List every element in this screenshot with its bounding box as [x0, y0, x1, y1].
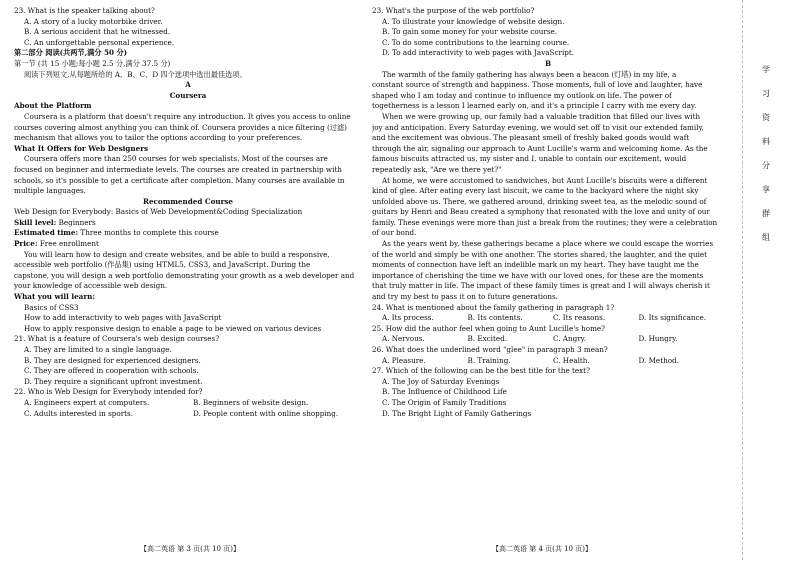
option: D. Method.: [638, 355, 679, 365]
paragraph-line: multiple languages.: [14, 186, 86, 196]
option: C. The Origin of Family Traditions: [382, 397, 507, 407]
paragraph-line: and try my best to pass it on to future generations.: [372, 292, 558, 302]
page-footer-right: 【高二英语 第 4 页(共 10 页)】: [492, 545, 592, 553]
value: Three months to complete this course: [78, 228, 219, 238]
subheading: Recommended Course: [143, 196, 233, 206]
option: D. Its significance.: [638, 313, 707, 323]
side-char: 群: [762, 209, 770, 218]
binding-divider: [742, 0, 744, 560]
label: Skill level:: [14, 217, 57, 227]
option: C. Angry.: [553, 334, 587, 344]
option: A. They are limited to a single language.: [24, 345, 172, 354]
option: C. Its reasons.: [553, 313, 606, 323]
part-heading: 第二部分 阅读(共两节,满分 50 分): [14, 48, 128, 58]
subheading: What you will learn:: [14, 292, 95, 302]
options-row: [372, 313, 724, 324]
paragraph-line: togetherness is a lesson I learned early on, and it's a principle I carry with me every day.: [372, 101, 697, 111]
option: D. They require a significant upfront investment.: [24, 376, 203, 386]
paragraph-line: focused on beginner and intermediate levels. The courses are created in partnership with: [14, 164, 342, 174]
options-row: [372, 334, 724, 345]
question-27: 27. Which of the following can be the best title for the text?: [372, 366, 590, 376]
value: Free enrollment: [37, 239, 99, 249]
option: A. A story of a lucky motorbike driver.: [24, 16, 163, 26]
price: [14, 239, 362, 250]
options-row: [14, 398, 362, 409]
paragraph-line: Coursera offers more than 250 courses for web specialists. Most of the courses are: [24, 154, 328, 164]
paragraph-line: of the world and simply be with one another. The stories shared, the laughter, and the quiet: [372, 249, 708, 259]
option: C. To do some contributions to the learning course.: [382, 37, 570, 47]
paragraph-line: As the years went by, these gatherings became a place where we could escape the worries: [382, 239, 714, 249]
option: A. Nervous.: [382, 334, 425, 344]
paragraph-line: kind of glee. After eating every last biscuit, we came to the backyard where the night sky: [372, 186, 699, 196]
course-name: Web Design for Everybody: Basics of Web Development&Coding Specialization: [14, 207, 303, 217]
paragraph-line: of our bond.: [372, 228, 417, 238]
paragraph-line: moments of connection have left an indelible mark on my heart. They have taught me the: [372, 260, 699, 270]
paragraph-line: guitars by Henri and Beau created a symphony that resonated with the love and unity of our: [372, 207, 710, 217]
option: D. To add interactivity to web pages with JavaScript.: [382, 48, 575, 58]
paragraph-line: unfolded above us. There, we gathered around, drinking sweet tea, as the melodic sound of: [372, 196, 707, 206]
section-heading: 第一节 (共 15 小题;每小题 2.5 分,满分 37.5 分): [14, 58, 171, 68]
side-char: 资: [762, 113, 770, 122]
list-item: Basics of CSS3: [24, 302, 79, 312]
option: B. Its contents.: [467, 313, 523, 323]
paragraph-line: repeatedly ask, "Are we there yet?": [372, 164, 502, 174]
paragraph-line: courses covering almost anything you can think of. Coursera provides a nice filtering (过滤): [14, 122, 347, 132]
paragraph-line: and the excitement was obvious. The pleasant smell of freshly baked goods would waft: [372, 133, 690, 143]
side-char: 学: [762, 65, 770, 74]
question-26: 26. What does the underlined word "glee" in paragraph 3 mean?: [372, 345, 608, 354]
page-footer-left: 【高二英语 第 3 页(共 10 页)】: [140, 545, 240, 553]
paragraph-line: When we were growing up, our family had a valuable tradition that filled our lives with: [382, 111, 701, 121]
option: B. The Influence of Childhood Life: [382, 387, 507, 397]
option: B. Excited.: [467, 334, 508, 344]
side-char: 分: [762, 161, 770, 170]
paragraph-line: accessible web portfolio (作品集) using HTML5, CSS3, and JavaScript. During the: [14, 260, 311, 270]
option: A. Its process.: [382, 313, 434, 323]
side-char: 习: [762, 89, 770, 98]
options-row: [14, 409, 362, 420]
paragraph-line: You will learn how to design and create websites, and be able to build a responsive,: [24, 249, 330, 259]
paragraph-line: shaped who I am today and continue to influence my outlook on life. The power of: [372, 90, 672, 100]
estimated-time: [14, 228, 362, 239]
paragraph-line: family. These evenings were more than just a break from the routines; they were a celebration: [372, 217, 718, 227]
option: B. To gain some money for your website course.: [382, 27, 558, 37]
question-21: 21. What is a feature of Coursera's web design courses?: [14, 334, 220, 344]
option: A. The Joy of Saturday Evenings: [382, 376, 500, 386]
options-row: [372, 356, 724, 367]
option: B. A serious accident that he witnessed.: [24, 27, 171, 37]
paragraph-line: capstone, you will design a web portfolio demonstrating your growth as a web developer and: [14, 270, 355, 280]
paragraph-line: through the air, signaling our approach to Aunt Lucille's warm and welcoming home. As the: [372, 143, 708, 153]
left-page: [14, 6, 362, 566]
paragraph-line: famous biscuits attracted us, my sister and I, unable to contain our excitement, would: [372, 154, 687, 164]
paragraph-line: schools, so it's possible to get a certificate after completion. Many courses are available in: [14, 175, 345, 185]
side-char: 组: [762, 233, 770, 242]
list-item: How to add interactivity to web pages with JavaScript: [24, 313, 222, 323]
side-char: 享: [762, 185, 770, 194]
question-23: 23. What's the purpose of the web portfolio?: [372, 6, 535, 15]
paragraph-line: that truly matter in life. The impact of these family times is great and I will always cherish it: [372, 281, 710, 291]
list-item: How to apply responsive design to enable a page to be viewed on various devices: [24, 323, 322, 333]
subheading: About the Platform: [14, 101, 92, 111]
label: Price:: [14, 239, 38, 249]
option: D. People content with online shopping.: [193, 408, 339, 418]
question-22: 22. Who is Web Design for Everybody intended for?: [14, 387, 203, 397]
option: A. To illustrate your knowledge of website design.: [382, 16, 565, 26]
question-24: 24. What is mentioned about the family gathering in paragraph 1?: [372, 302, 615, 312]
subheading: What It Offers for Web Designers: [14, 143, 149, 153]
question-23-left: 23. What is the speaker talking about?: [14, 6, 155, 15]
side-char: 料: [762, 137, 770, 146]
side-margin-text: [760, 58, 772, 250]
skill-level: [14, 218, 362, 229]
option: C. An unforgettable personal experience.: [24, 37, 175, 47]
paragraph-line: constant source of strength and happiness. Those moments, full of love and laughter, have: [372, 80, 703, 90]
passage-letter: A: [185, 80, 191, 90]
paragraph-line: mechanism that allows you to tailor the options according to your preferences.: [14, 133, 303, 143]
option: A. Engineers expert at computers.: [24, 397, 150, 407]
instructions: 阅读下列短文,从每题所给的 A、B、C、D 四个选项中选出最佳选项。: [24, 69, 247, 79]
paragraph-line: importance of cherishing the time we have with our loved ones, for these are the moments: [372, 270, 704, 280]
option: B. Training.: [467, 355, 511, 365]
option: D. The Bright Light of Family Gatherings: [382, 408, 532, 418]
paragraph-line: At home, we were accustomed to sandwiches, but Aunt Lucille's biscuits were a different: [382, 175, 708, 185]
question-25: 25. How did the author feel when going to Aunt Lucille's home?: [372, 323, 606, 333]
paragraph-line: joy and anticipation. Every Saturday evening, we would set off to visit our extended family,: [372, 122, 704, 132]
passage-letter: B: [544, 58, 552, 68]
label: Estimated time:: [14, 228, 79, 238]
option: D. Hungry.: [638, 334, 678, 344]
option: C. Adults interested in sports.: [24, 408, 133, 418]
paragraph-line: The warmth of the family gathering has always been a beacon (灯塔) in my life, a: [382, 69, 677, 79]
option: A. Pleasure.: [382, 355, 426, 365]
paragraph-line: your knowledge of accessible web design.: [14, 281, 168, 291]
option: B. They are designed for experienced designers.: [24, 355, 201, 365]
right-page: [372, 6, 724, 566]
option: B. Beginners of website design.: [193, 397, 309, 407]
passage-title: Coursera: [169, 90, 207, 100]
value: Beginners: [56, 217, 96, 227]
paragraph-line: Coursera is a platform that doesn't require any introduction. It gives you access to online: [24, 111, 351, 121]
option: C. They are offered in cooperation with schools.: [24, 366, 199, 376]
option: C. Health.: [553, 355, 590, 365]
